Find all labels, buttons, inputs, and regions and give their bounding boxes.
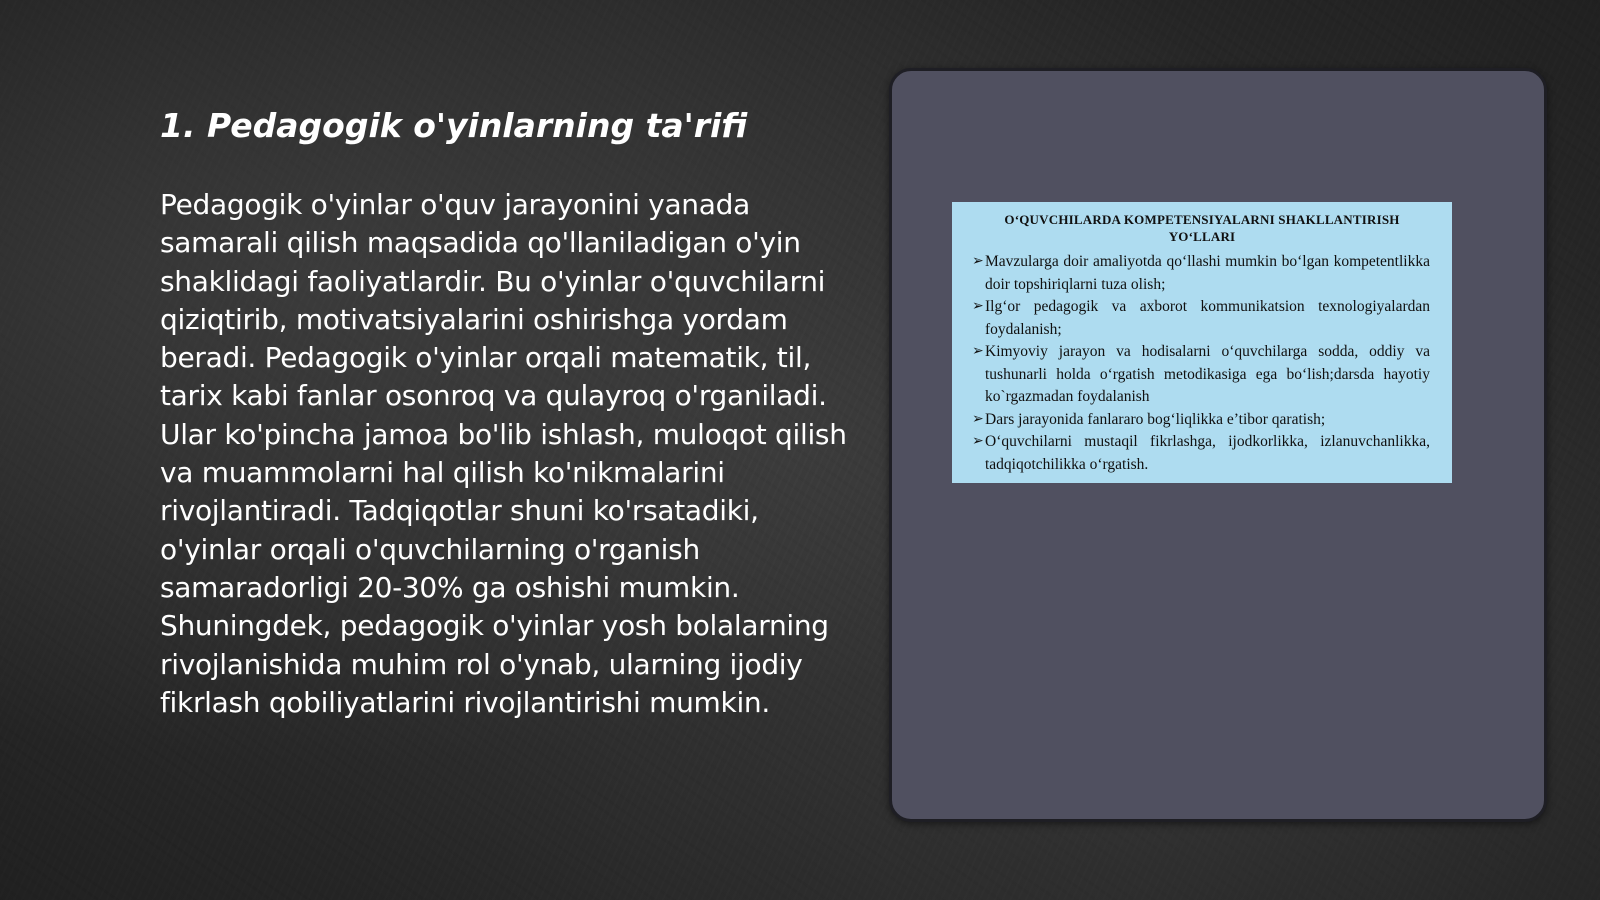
arrowhead-bullet-icon: ➢ bbox=[972, 434, 984, 449]
image-card-item bbox=[974, 431, 1430, 476]
slide-body-text: Pedagogik o'yinlar o'quv jarayonini yanada samarali qilish maqsadida qo'llaniladigan o'yin shaklidagi faoliyatlardir. Bu o'yinlar o'quvchilarni qiziqtirib, motivatsiyalarini oshirishga yordam beradi. Pedagogik o'yinlar orqali matematik, til, tarix kabi fanlar osonroq va qulayroq o'rganiladi. Ular ko'pincha jamoa bo'lib ishlash, muloqot qilish va muammolarni hal qilish ko'nikmalarini rivojlantiradi. Tadqiqotlar shuni ko'rsatadiki, o'yinlar orqali o'quvchilarning o'rganish samaradorligi 20-30% ga oshishi mumkin. Shuningdek, pedagogik o'yinlar yosh bolalarning rivojlanishida muhim rol o'ynab, ularning ijodiy fikrlash qobiliyatlarini rivojlantirishi mumkin. bbox=[160, 188, 847, 719]
slide-heading: 1. Pedagogik o'yinlarning ta'rifi bbox=[160, 106, 748, 145]
image-card-item bbox=[974, 409, 1430, 432]
image-frame bbox=[889, 68, 1547, 822]
image-card-title: O‘QUVCHILARDA KOMPETENSIYALARNI SHAKLLANTIRISH YO‘LLARI bbox=[1004, 212, 1400, 244]
image-card-item bbox=[974, 296, 1430, 341]
image-card-item-text: O‘quvchilarni mustaqil fikrlashga, ijodkorlikka, izlanuvchanlikka, tadqiqotchilikka o‘rgatish. bbox=[985, 433, 1430, 473]
arrowhead-bullet-icon: ➢ bbox=[972, 299, 984, 314]
arrowhead-bullet-icon: ➢ bbox=[972, 344, 984, 359]
scanned-text-image bbox=[952, 202, 1452, 483]
image-card-item bbox=[974, 341, 1430, 409]
arrowhead-bullet-icon: ➢ bbox=[972, 411, 984, 427]
image-card-list bbox=[974, 251, 1430, 476]
image-card-item-text: Mavzularga doir amaliyotda qo‘llashi mumkin bo‘lgan kompetentlikka doir topshiriqlarni tuza olish; bbox=[985, 253, 1430, 293]
image-card-item-text: Kimyoviy jarayon va hodisalarni o‘quvchilarga sodda, oddiy va tushunarli holda o‘rgatish metodikasiga ega bo‘lish;darsda hayotiy ko`rgazmadan foydalanish bbox=[985, 343, 1430, 405]
image-card-item-text: Ilg‘or pedagogik va axborot kommunikatsion texnologiyalardan foydalanish; bbox=[985, 298, 1430, 338]
arrowhead-bullet-icon: ➢ bbox=[972, 254, 984, 269]
image-card-item-text: Dars jarayonida fanlararo bog‘liqlikka e’tibor qaratish; bbox=[985, 410, 1326, 428]
image-card-item bbox=[974, 251, 1430, 296]
